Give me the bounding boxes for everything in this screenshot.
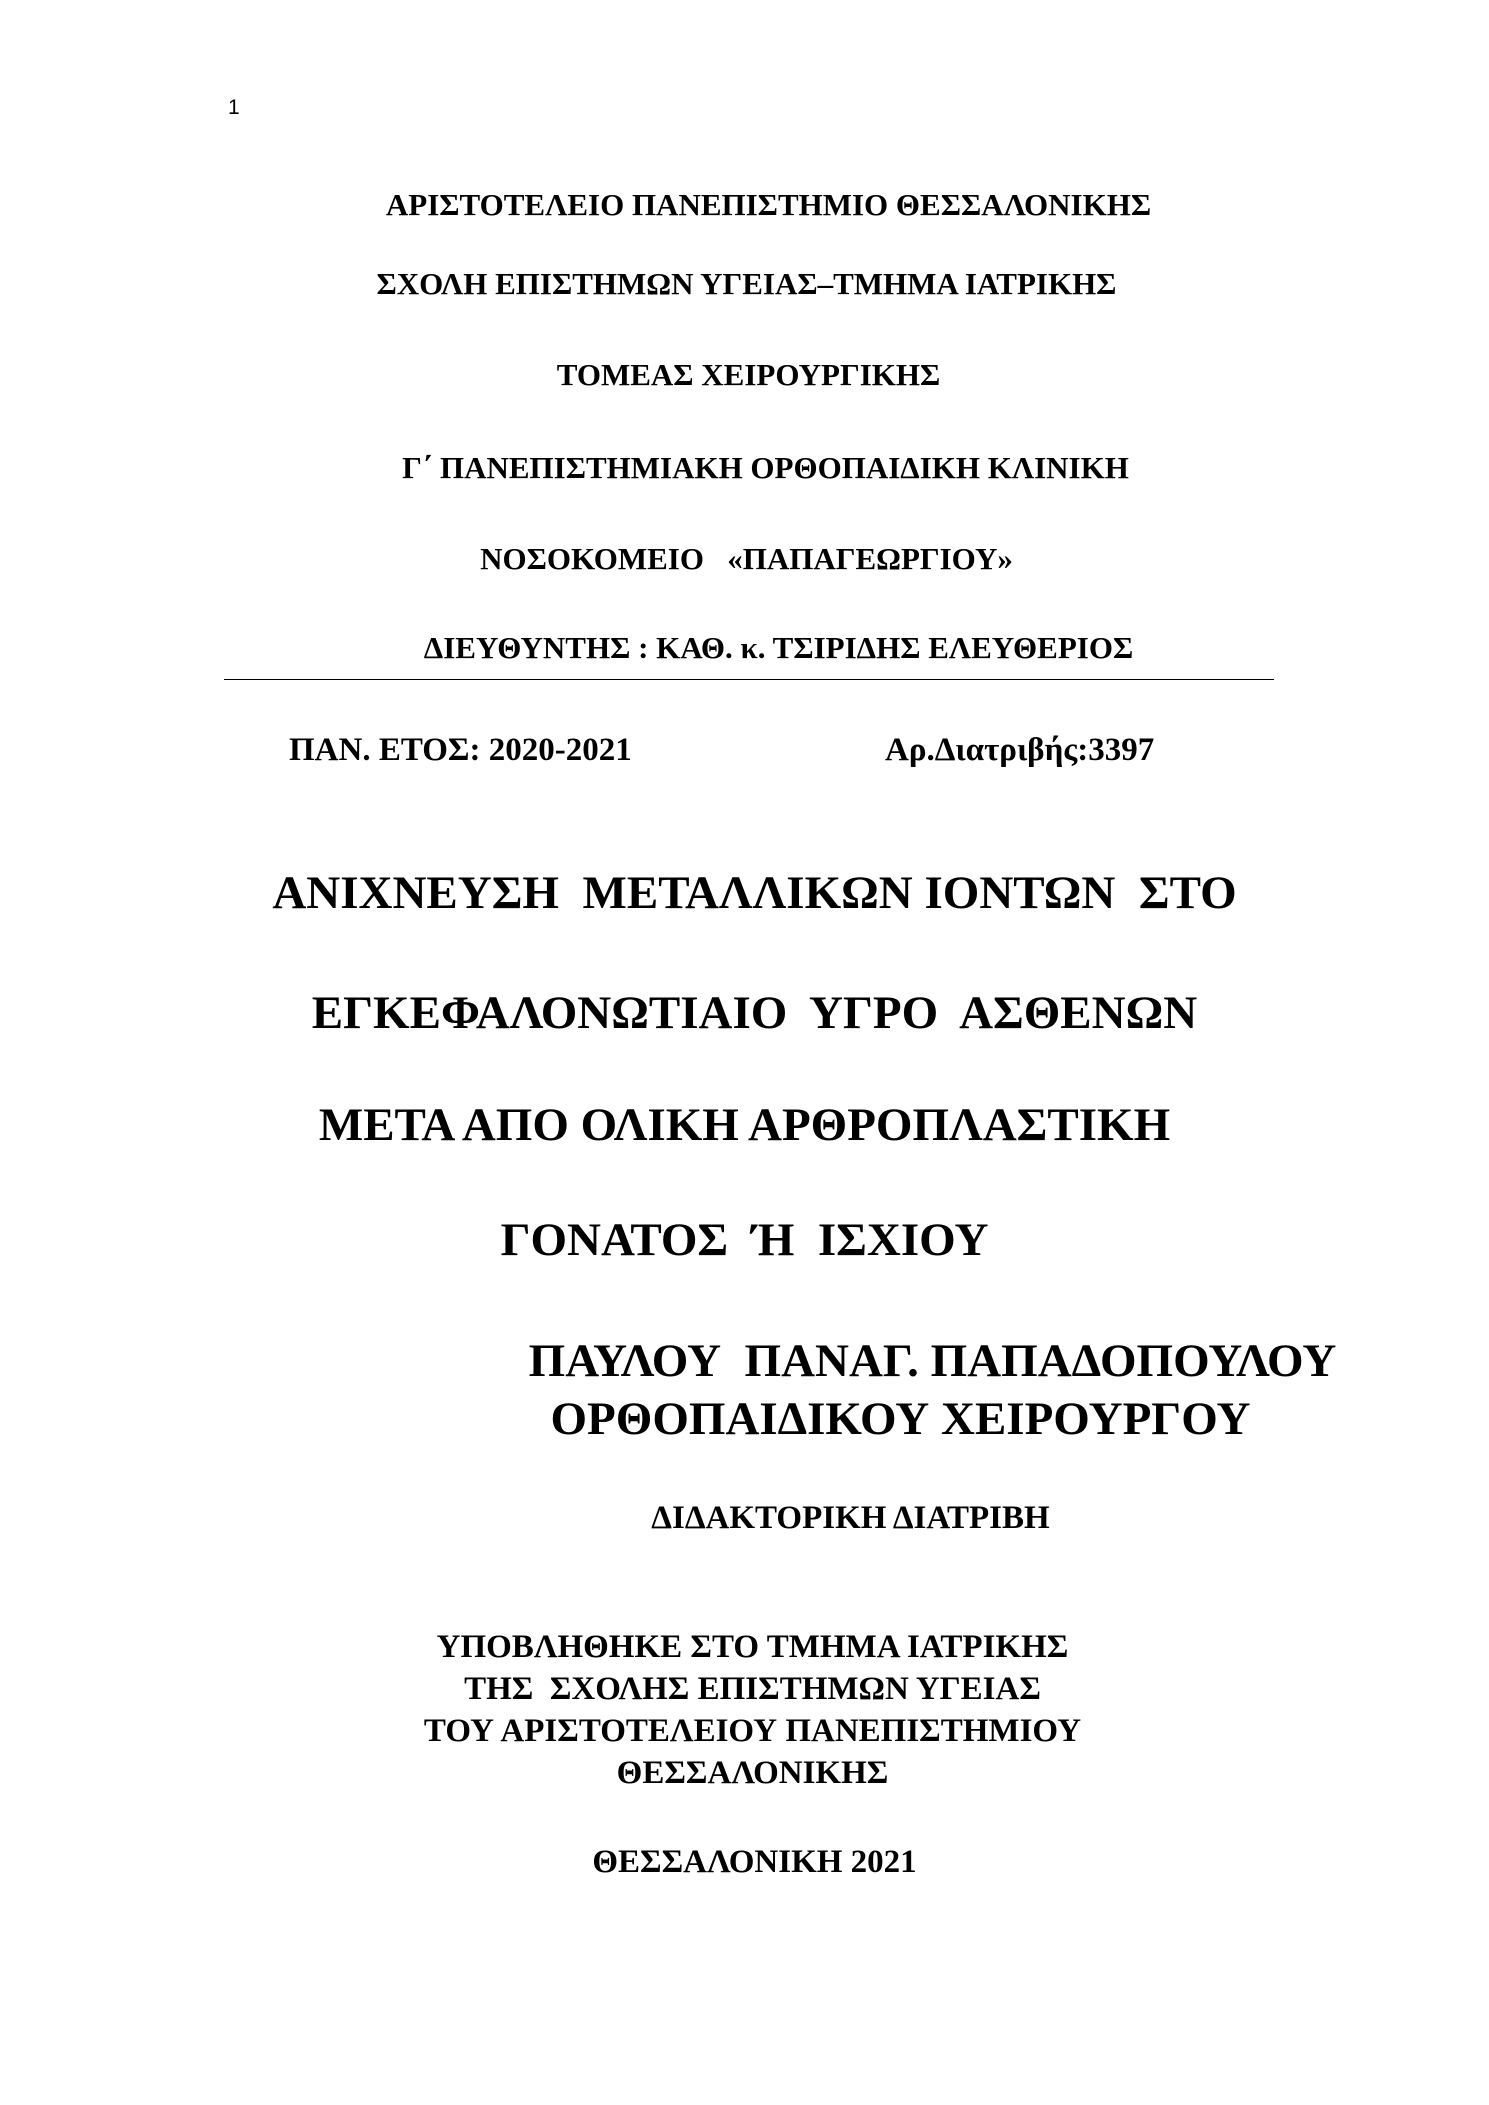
submission-line-2: ΤΗΣ ΣΧΟΛΗΣ ΕΠΙΣΤΗΜΩΝ ΥΓΕΙΑΣ (464, 1671, 1041, 1707)
clinic-name: Γ΄ ΠΑΝΕΠΙΣΤΗΜΙΑΚΗ ΟΡΘΟΠΑΙΔΙΚΗ ΚΛΙΝΙΚΗ (402, 450, 1129, 485)
thesis-number: Αρ.Διατριβής:3397 (885, 732, 1155, 768)
submission-line-1: ΥΠΟΒΛΗΘΗΚΕ ΣΤΟ ΤΜΗΜΑ ΙΑΤΡΙΚΗΣ (436, 1629, 1069, 1665)
hospital-name: ΝΟΣΟΚΟΜΕΙΟ «ΠΑΠΑΓΕΩΡΓΙΟΥ» (480, 541, 1013, 576)
university-name: ΑΡΙΣΤΟΤΕΛΕΙΟ ΠΑΝΕΠΙΣΤΗΜΙΟ ΘΕΣΣΑΛΟΝΙΚΗΣ (385, 187, 1152, 222)
title-line-4: ΓΟΝΑΤΟΣ Ή ΙΣΧΙΟΥ (500, 1214, 989, 1266)
author-profession: ΟΡΘΟΠΑΙΔΙΚΟΥ ΧΕΙΡΟΥΡΓΟΥ (550, 1393, 1251, 1445)
title-line-3: ΜΕΤΑ ΑΠΟ ΟΛΙΚΗ ΑΡΘΡΟΠΛΑΣΤΙΚΗ (318, 1099, 1171, 1151)
school-name: ΣΧΟΛΗ ΕΠΙΣΤΗΜΩΝ ΥΓΕΙΑΣ–ΤΜΗΜΑ ΙΑΤΡΙΚΗΣ (376, 266, 1117, 301)
director-line: ΔΙΕΥΘΥΝΤΗΣ : ΚΑΘ. κ. ΤΣΙΡΙΔΗΣ ΕΛΕΥΘΕΡΙΟΣ (423, 630, 1134, 665)
header-divider (224, 679, 1274, 680)
author-name: ΠΑΥΛΟΥ ΠΑΝΑΓ. ΠΑΠΑΔΟΠΟΥΛΟΥ (528, 1335, 1337, 1387)
title-line-2: ΕΓΚΕΦΑΛΟΝΩΤΙΑΙΟ ΥΓΡΟ ΑΣΘΕΝΩΝ (311, 987, 1198, 1039)
place-date: ΘΕΣΣΑΛΟΝΙΚΗ 2021 (592, 1844, 917, 1880)
submission-line-4: ΘΕΣΣΑΛΟΝΙΚΗΣ (616, 1755, 889, 1791)
page-number: 1 (228, 96, 240, 119)
sector-name: ΤΟΜΕΑΣ ΧΕΙΡΟΥΡΓΙΚΗΣ (556, 357, 941, 392)
document-type: ΔΙΔΑΚΤΟΡΙΚΗ ΔΙΑΤΡΙΒΗ (651, 1500, 1050, 1536)
title-line-1: ΑΝΙΧΝΕΥΣΗ ΜΕΤΑΛΛΙΚΩΝ ΙΟΝΤΩΝ ΣΤΟ (272, 867, 1237, 919)
academic-year: ΠΑΝ. ΕΤΟΣ: 2020-2021 (289, 732, 632, 768)
submission-line-3: ΤΟΥ ΑΡΙΣΤΟΤΕΛΕΙΟΥ ΠΑΝΕΠΙΣΤΗΜΙΟΥ (423, 1713, 1082, 1749)
